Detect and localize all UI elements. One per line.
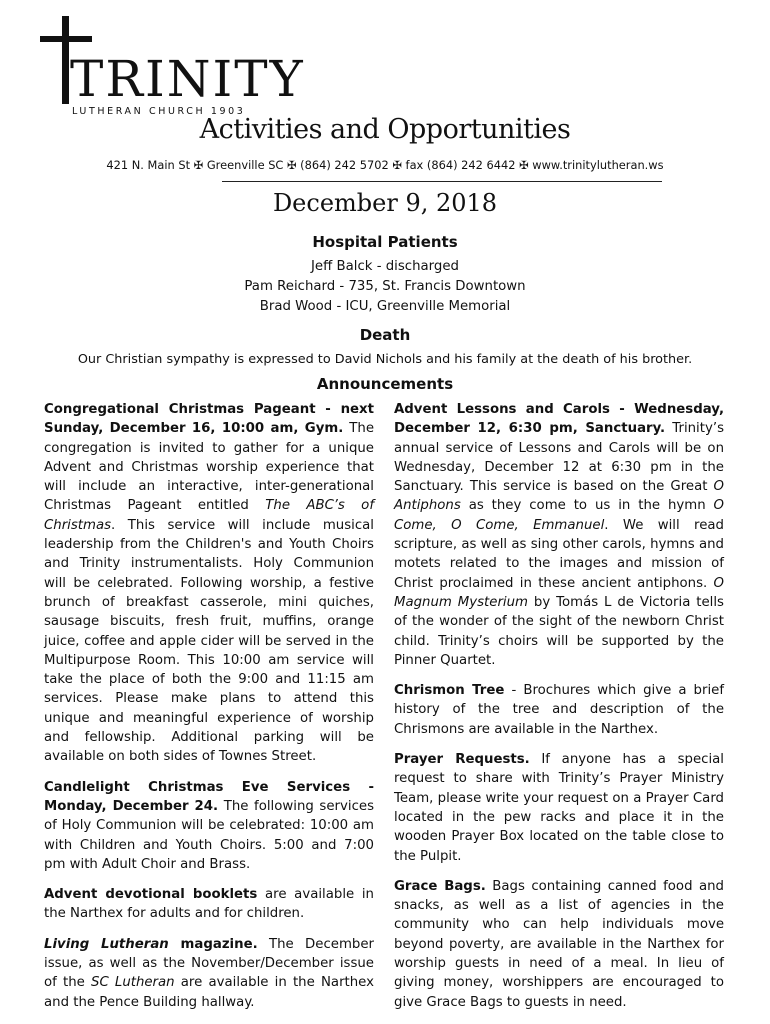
church-logo xyxy=(38,14,305,117)
logo-subtitle: LUTHERAN CHURCH 1903 xyxy=(72,106,246,117)
patient-entry: Brad Wood - ICU, Greenville Memorial xyxy=(259,299,511,314)
prayer-announcement: Prayer Requests. If anyone has a special request to share with Trinity’s Prayer Ministry Team, please write your request on a Prayer Card located in the pew racks and place it in the wooden Prayer Box located on the table close to the Pulpit. xyxy=(394,752,724,864)
patient-entry: Jeff Balck - discharged xyxy=(311,259,459,274)
header-divider xyxy=(222,181,662,182)
devotional-announcement: Advent devotional booklets are available in the Narthex for adults and for children. xyxy=(44,887,374,922)
announcements-left-column xyxy=(44,400,374,1023)
candlelight-announcement: Candlelight Christmas Eve Services - Monday, December 24. The following services of Holy Communion will be celebrated: 10:00 am with Children and Youth Choirs. 5:00 and 7:00 pm with Adult Choir and Brass. xyxy=(44,779,374,872)
cross-icon xyxy=(62,16,69,104)
grace-bags-announcement: Grace Bags. Bags containing canned food and snacks, as well as a list of agencies in the community who can help individuals move beyond poverty, are available in the Narthex for worship guests in need of a meal. In lieu of giving money, worshippers are encouraged to give Grace Bags to guests in need. xyxy=(394,878,724,1010)
pageant-announcement: Congregational Christmas Pageant - next Sunday, December 16, 10:00 am, Gym. The congregation is invited to gather for a unique Advent and Christmas worship experience that will include an interactive, inter-generational Christmas Pageant entitled The ABC’s of Christmas. This service will include musical leadership from the Children's and Youth Choirs and Trinity instrumentalists. Holy Communion will be celebrated. Following worship, a festive brunch of breakfast casserole, mini quiches, sausage biscuits, fresh fruit, muffins, orange juice, coffee and apple cider will be served in the Multipurpose Room. This 10:00 am service will take the place of both the 9:00 and 11:15 am services. Please make plans to attend this unique and meaningful experience of worship and fellowship. Additional parking will be available on both sides of Townes Street. xyxy=(44,402,374,765)
death-notice: Our Christian sympathy is expressed to David Nichols and his family at the death of his brother. xyxy=(77,352,693,367)
death-heading: Death xyxy=(359,326,411,344)
chrismon-announcement: Chrismon Tree - Brochures which give a brief history of the tree and description of the Chrismons are available in the Narthex. xyxy=(394,683,724,737)
patient-entry: Pam Reichard - 735, St. Francis Downtown xyxy=(244,279,526,294)
announcements-heading: Announcements xyxy=(316,375,454,393)
announcements-right-column xyxy=(394,400,724,1023)
church-address: 421 N. Main St ✠ Greenville SC ✠ (864) 242 5702 ✠ fax (864) 242 6442 ✠ www.trinitylutheran.ws xyxy=(106,158,664,172)
bulletin-date: December 9, 2018 xyxy=(272,189,498,217)
lessons-carols-announcement: Advent Lessons and Carols - Wednesday, December 12, 6:30 pm, Sanctuary. Trinity’s annual service of Lessons and Carols will be on Wednesday, December 12 at 6:30 pm in the Sanctuary. This service is based on the Great O Antiphons as they come to us in the hymn O Come, O Come, Emmanuel. We will read scripture, as well as sing other carols, hymns and motets related to the images and mission of Christ proclaimed in these ancient antiphons. O Magnum Mysterium by Tomás L de Victoria tells of the wonder of the sight of the newborn Christ child. Trinity’s choirs will be supported by the Pinner Quartet. xyxy=(394,402,724,668)
logo-wordmark: TRINITY xyxy=(70,50,305,108)
page-title: Activities and Opportunities xyxy=(199,114,571,145)
cross-bar xyxy=(40,36,92,42)
hospital-heading: Hospital Patients xyxy=(312,233,458,251)
magazine-announcement: Living Lutheran magazine. The December issue, as well as the November/December issue of the SC Lutheran are available in the Narthex and the Pence Building hallway. xyxy=(44,936,375,1010)
